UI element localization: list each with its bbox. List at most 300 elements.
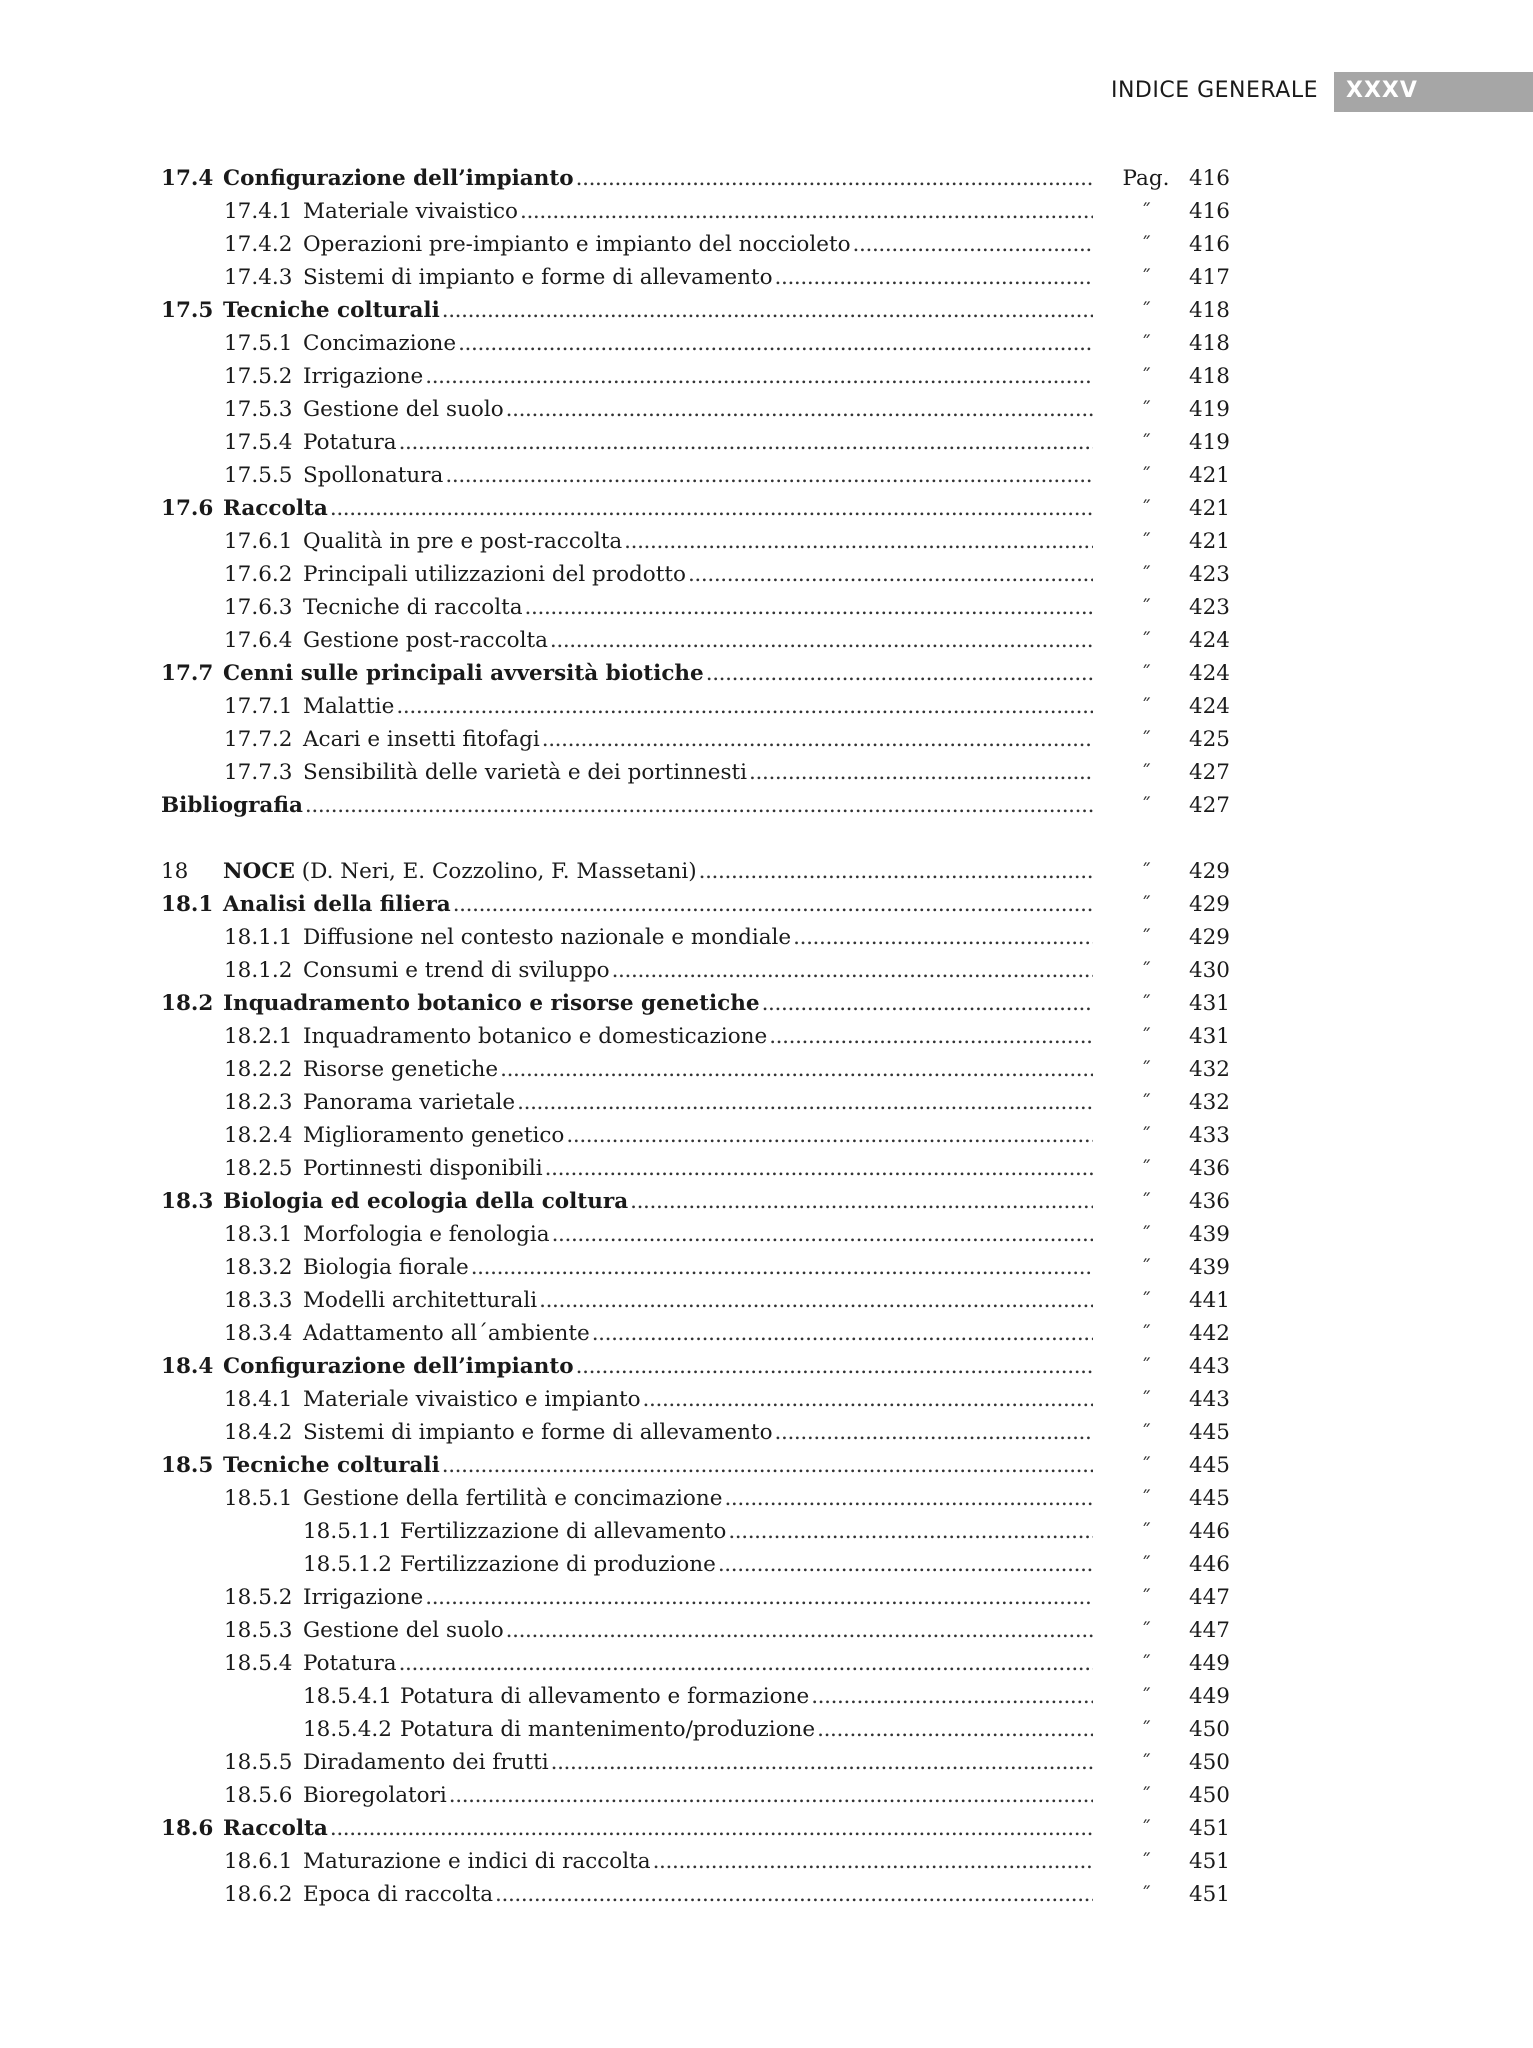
toc-page-number: 423 — [1188, 595, 1230, 620]
toc-entry-text — [224, 756, 1093, 789]
toc-entry[interactable] — [0, 1680, 1533, 1713]
toc-entry-title: Inquadramento botanico e domesticazione — [303, 1024, 768, 1049]
toc-entry-title: Analisi della filiera — [223, 892, 451, 917]
toc-page-number: 446 — [1188, 1552, 1230, 1577]
toc-page-number: 423 — [1188, 562, 1230, 587]
toc-entry-number: 17.6 — [161, 496, 214, 521]
toc-page-number: 418 — [1188, 364, 1230, 389]
toc-entry[interactable] — [0, 459, 1533, 492]
toc-entry-title: Materiale vivaistico e impianto — [303, 1387, 641, 1412]
dot-leader — [550, 624, 1093, 657]
toc-entry-text — [161, 294, 1093, 327]
toc-entry[interactable] — [0, 690, 1533, 723]
toc-entry-text — [224, 1647, 1093, 1680]
toc-page-number: 421 — [1188, 529, 1230, 554]
toc-entry-title: Sistemi di impianto e forme di allevamento — [303, 1420, 773, 1445]
toc-entry-number: 18.3.2 — [224, 1255, 293, 1280]
toc-page-number: 429 — [1188, 892, 1230, 917]
toc-entry-number: 17.6.2 — [224, 562, 293, 587]
toc-entry-text — [224, 525, 1093, 558]
toc-entry[interactable] — [0, 888, 1533, 921]
toc-entry-number: 18.2.5 — [224, 1156, 293, 1181]
ditto-mark: ˝ — [1141, 265, 1151, 289]
toc-entry-title: Potatura di allevamento e formazione — [400, 1684, 810, 1709]
toc-entry[interactable] — [0, 1218, 1533, 1251]
toc-page-number: 421 — [1188, 496, 1230, 521]
toc-page-number: 450 — [1188, 1717, 1230, 1742]
dot-leader — [724, 1482, 1093, 1515]
toc-entry-title: Gestione della fertilità e concimazione — [303, 1486, 723, 1511]
dot-leader — [330, 1812, 1093, 1845]
toc-entry-text — [224, 1086, 1093, 1119]
toc-entry-title: Bioregolatori — [303, 1783, 447, 1808]
toc-entry-number: 17.7 — [161, 661, 214, 686]
ditto-mark: ˝ — [1141, 1684, 1151, 1708]
dot-leader — [506, 1614, 1093, 1647]
dot-leader — [500, 1053, 1093, 1086]
toc-entry[interactable] — [0, 624, 1533, 657]
dot-leader — [775, 261, 1093, 294]
toc-entry-title: Inquadramento botanico e risorse genetiche — [223, 991, 760, 1016]
ditto-mark: ˝ — [1141, 793, 1151, 817]
toc-entry-title: Configurazione dell’impianto — [223, 1354, 574, 1379]
ditto-mark: ˝ — [1141, 1519, 1151, 1543]
toc-entry-text — [224, 1581, 1093, 1614]
toc-entry[interactable] — [0, 657, 1533, 690]
toc-entry-title: Configurazione dell’impianto — [223, 166, 574, 191]
toc-entry-number: 18.5.1.2 — [303, 1552, 392, 1577]
toc-page-number: 451 — [1188, 1816, 1230, 1841]
toc-entry-text — [161, 888, 1093, 921]
toc-entry-title: Potatura di mantenimento/produzione — [400, 1717, 816, 1742]
toc-page-number: 431 — [1188, 1024, 1230, 1049]
toc-entry-number: 17.5.2 — [224, 364, 293, 389]
toc-entry[interactable] — [0, 1746, 1533, 1779]
dot-leader — [449, 1779, 1093, 1812]
table-of-contents — [0, 162, 1533, 1911]
ditto-mark: ˝ — [1141, 1486, 1151, 1510]
dot-leader — [545, 1152, 1093, 1185]
dot-leader — [592, 1317, 1093, 1350]
toc-entry-text — [224, 954, 1093, 987]
toc-entry-text — [224, 459, 1093, 492]
toc-page-number: 427 — [1188, 760, 1230, 785]
toc-entry-title: Bibliografia — [161, 793, 303, 818]
dot-leader — [453, 888, 1093, 921]
ditto-mark: ˝ — [1141, 595, 1151, 619]
toc-entry[interactable] — [0, 723, 1533, 756]
ditto-mark: ˝ — [1141, 364, 1151, 388]
toc-entry-title: Materiale vivaistico — [303, 199, 518, 224]
dot-leader — [520, 195, 1093, 228]
toc-entry-title: Acari e insetti fitofagi — [303, 727, 540, 752]
toc-entry-title: Biologia fiorale — [303, 1255, 469, 1280]
toc-entry[interactable] — [0, 1185, 1533, 1218]
toc-entry-text — [161, 657, 1093, 690]
toc-entry-number: 17.6.1 — [224, 529, 293, 554]
toc-entry-title: Diradamento dei frutti — [303, 1750, 549, 1775]
ditto-mark: ˝ — [1141, 331, 1151, 355]
dot-leader — [471, 1251, 1093, 1284]
toc-page-number: 419 — [1188, 430, 1230, 455]
toc-entry-title — [223, 855, 699, 888]
toc-entry-text — [224, 1284, 1093, 1317]
toc-entry[interactable] — [0, 1284, 1533, 1317]
toc-page-number: 416 — [1188, 232, 1230, 257]
toc-entry-number: 17.6.4 — [224, 628, 293, 653]
ditto-mark: ˝ — [1141, 1420, 1151, 1444]
toc-entry-title: Fertilizzazione di allevamento — [400, 1519, 727, 1544]
dot-leader — [769, 1020, 1093, 1053]
toc-entry[interactable] — [0, 756, 1533, 789]
ditto-mark: ˝ — [1141, 496, 1151, 520]
dot-leader — [517, 1086, 1093, 1119]
toc-entry-text — [224, 1482, 1093, 1515]
toc-entry-number: 18.4.2 — [224, 1420, 293, 1445]
toc-entry[interactable] — [0, 1779, 1533, 1812]
toc-entry-title: Risorse genetiche — [303, 1057, 499, 1082]
toc-page-number: 446 — [1188, 1519, 1230, 1544]
toc-entry[interactable] — [0, 294, 1533, 327]
toc-entry[interactable] — [0, 393, 1533, 426]
toc-entry[interactable] — [0, 360, 1533, 393]
toc-entry-text — [224, 1416, 1093, 1449]
toc-entry-title: Morfologia e fenologia — [303, 1222, 550, 1247]
dot-leader — [399, 1647, 1093, 1680]
toc-entry-title: Panorama varietale — [303, 1090, 516, 1115]
ditto-mark: ˝ — [1141, 397, 1151, 421]
dot-leader — [495, 1878, 1093, 1911]
toc-entry[interactable] — [0, 1449, 1533, 1482]
toc-entry[interactable] — [0, 1845, 1533, 1878]
toc-entry-title: Potatura — [303, 430, 397, 455]
ditto-mark: ˝ — [1141, 1024, 1151, 1048]
ditto-mark: ˝ — [1141, 1783, 1151, 1807]
toc-entry-number: 17.5 — [161, 298, 214, 323]
toc-entry-number: 18.2 — [161, 991, 214, 1016]
toc-entry-title: Sistemi di impianto e forme di allevamento — [303, 265, 773, 290]
toc-entry[interactable] — [0, 1812, 1533, 1845]
toc-entry-text — [303, 1713, 1093, 1746]
toc-entry-title: Irrigazione — [303, 1585, 424, 1610]
toc-page-number: 450 — [1188, 1750, 1230, 1775]
dot-leader — [624, 525, 1093, 558]
toc-entry-title: Potatura — [303, 1651, 397, 1676]
toc-entry[interactable] — [0, 228, 1533, 261]
toc-page-number: 430 — [1188, 958, 1230, 983]
toc-entry[interactable] — [0, 1020, 1533, 1053]
ditto-mark: ˝ — [1141, 1618, 1151, 1642]
toc-entry-number: 18.3 — [161, 1189, 214, 1214]
toc-entry-text — [161, 492, 1093, 525]
toc-entry-title: Gestione del suolo — [303, 1618, 504, 1643]
dot-leader — [542, 723, 1093, 756]
toc-entry-text — [161, 1185, 1093, 1218]
toc-entry[interactable] — [0, 1086, 1533, 1119]
dot-leader — [653, 1845, 1093, 1878]
toc-entry-text — [224, 1317, 1093, 1350]
toc-entry-number: 18.1.2 — [224, 958, 293, 983]
dot-leader — [576, 162, 1093, 195]
toc-entry[interactable] — [0, 1482, 1533, 1515]
toc-spacer — [0, 822, 1533, 855]
toc-entry-text — [224, 1053, 1093, 1086]
toc-page-number: 424 — [1188, 694, 1230, 719]
toc-page-number: 418 — [1188, 298, 1230, 323]
toc-page-number: 431 — [1188, 991, 1230, 1016]
toc-page-number: 445 — [1188, 1453, 1230, 1478]
ditto-mark: ˝ — [1141, 1453, 1151, 1477]
page-number-tab — [1334, 72, 1533, 112]
toc-entry-number: 18.2.2 — [224, 1057, 293, 1082]
ditto-mark: ˝ — [1141, 958, 1151, 982]
toc-page-number: 432 — [1188, 1057, 1230, 1082]
toc-entry-number: 17.7.2 — [224, 727, 293, 752]
toc-entry-text — [224, 327, 1093, 360]
ditto-mark: ˝ — [1141, 1057, 1151, 1081]
toc-entry-number: 18.5.3 — [224, 1618, 293, 1643]
toc-page-number: 441 — [1188, 1288, 1230, 1313]
dot-leader — [706, 657, 1093, 690]
toc-entry-number: 18.6.1 — [224, 1849, 293, 1874]
ditto-mark: ˝ — [1141, 562, 1151, 586]
dot-leader — [576, 1350, 1093, 1383]
toc-entry-title: Portinnesti disponibili — [303, 1156, 543, 1181]
toc-entry-number: 18.6.2 — [224, 1882, 293, 1907]
toc-entry[interactable] — [0, 1350, 1533, 1383]
toc-entry[interactable] — [0, 1614, 1533, 1647]
toc-entry-number: 18 — [161, 859, 189, 884]
ditto-mark: ˝ — [1141, 529, 1151, 553]
dot-leader — [811, 1680, 1093, 1713]
toc-entry[interactable] — [0, 162, 1533, 195]
toc-entry-title: Fertilizzazione di produzione — [400, 1552, 716, 1577]
toc-entry-text — [224, 1218, 1093, 1251]
toc-entry-title: Concimazione — [303, 331, 457, 356]
toc-entry-title: Modelli architetturali — [303, 1288, 538, 1313]
ditto-mark: ˝ — [1141, 1816, 1151, 1840]
dot-leader — [445, 459, 1093, 492]
toc-entry-text — [224, 591, 1093, 624]
toc-entry-number: 17.4.1 — [224, 199, 293, 224]
toc-entry-number: 17.5.5 — [224, 463, 293, 488]
toc-entry-title: Spollonatura — [303, 463, 444, 488]
page-header — [0, 72, 1533, 112]
toc-entry-text — [224, 1119, 1093, 1152]
toc-page-number: 443 — [1188, 1387, 1230, 1412]
toc-entry[interactable] — [0, 1713, 1533, 1746]
toc-entry-text — [161, 855, 1093, 888]
ditto-mark: ˝ — [1141, 1552, 1151, 1576]
toc-entry[interactable] — [0, 1515, 1533, 1548]
dot-leader — [566, 1119, 1093, 1152]
toc-page-number: 427 — [1188, 793, 1230, 818]
toc-entry-text — [161, 162, 1093, 195]
toc-page-number: 447 — [1188, 1585, 1230, 1610]
dot-leader — [551, 1746, 1093, 1779]
toc-entry-title: Biologia ed ecologia della coltura — [223, 1189, 629, 1214]
toc-entry-text — [303, 1515, 1093, 1548]
dot-leader — [775, 1416, 1093, 1449]
toc-page-number: 433 — [1188, 1123, 1230, 1148]
ditto-mark: ˝ — [1141, 628, 1151, 652]
toc-entry-text — [224, 1251, 1093, 1284]
toc-entry-text — [224, 261, 1093, 294]
toc-page-number: 445 — [1188, 1420, 1230, 1445]
dot-leader — [506, 393, 1093, 426]
toc-entry-title: Operazioni pre-impianto e impianto del noccioleto — [303, 232, 851, 257]
dot-leader — [442, 1449, 1093, 1482]
dot-leader — [612, 954, 1093, 987]
toc-entry-text — [161, 789, 1093, 822]
ditto-mark: ˝ — [1141, 430, 1151, 454]
toc-entry-number: 18.5.5 — [224, 1750, 293, 1775]
dot-leader — [853, 228, 1093, 261]
dot-leader — [425, 1581, 1093, 1614]
toc-page-number: 416 — [1188, 199, 1230, 224]
toc-entry[interactable] — [0, 1119, 1533, 1152]
toc-entry-text — [224, 1878, 1093, 1911]
toc-page-number: 445 — [1188, 1486, 1230, 1511]
toc-entry-text — [224, 1779, 1093, 1812]
toc-entry-text — [224, 1020, 1093, 1053]
toc-page-number: 451 — [1188, 1849, 1230, 1874]
toc-entry-number: 18.5.4 — [224, 1651, 293, 1676]
toc-entry-text — [224, 1746, 1093, 1779]
toc-entry-title: Miglioramento genetico — [303, 1123, 565, 1148]
toc-entry-number: 17.5.1 — [224, 331, 293, 356]
toc-entry-title: Consumi e trend di sviluppo — [303, 958, 610, 983]
toc-page-number: 429 — [1188, 859, 1230, 884]
dot-leader — [399, 426, 1093, 459]
toc-page-number: 419 — [1188, 397, 1230, 422]
toc-entry[interactable] — [0, 987, 1533, 1020]
dot-leader — [728, 1515, 1093, 1548]
toc-entry-title: Diffusione nel contesto nazionale e mondiale — [303, 925, 792, 950]
dot-leader — [630, 1185, 1093, 1218]
ditto-mark: ˝ — [1141, 199, 1151, 223]
toc-entry[interactable] — [0, 1251, 1533, 1284]
toc-entry-title: Epoca di raccolta — [303, 1882, 494, 1907]
toc-entry[interactable] — [0, 921, 1533, 954]
toc-entry-text — [224, 393, 1093, 426]
toc-entry-title-bold: NOCE — [223, 859, 295, 884]
ditto-mark: ˝ — [1141, 859, 1151, 883]
toc-entry[interactable] — [0, 591, 1533, 624]
dot-leader — [718, 1548, 1093, 1581]
toc-entry[interactable] — [0, 1581, 1533, 1614]
toc-entry-title: Tecniche colturali — [223, 1453, 440, 1478]
toc-entry-number: 17.7.1 — [224, 694, 293, 719]
toc-entry[interactable] — [0, 426, 1533, 459]
toc-entry[interactable] — [0, 855, 1533, 888]
toc-entry-number: 17.5.3 — [224, 397, 293, 422]
toc-entry-number: 18.5.6 — [224, 1783, 293, 1808]
toc-entry[interactable] — [0, 789, 1533, 822]
toc-entry-number: 18.2.1 — [224, 1024, 293, 1049]
toc-entry-text — [224, 1845, 1093, 1878]
toc-entry-text — [224, 1614, 1093, 1647]
toc-entry-number: 18.5.4.1 — [303, 1684, 392, 1709]
toc-entry-text — [161, 987, 1093, 1020]
dot-leader — [396, 690, 1093, 723]
ditto-mark: ˝ — [1141, 727, 1151, 751]
ditto-mark: ˝ — [1141, 991, 1151, 1015]
toc-entry-title: Gestione del suolo — [303, 397, 504, 422]
toc-entry-number: 18.5.2 — [224, 1585, 293, 1610]
toc-entry-number: 17.4.2 — [224, 232, 293, 257]
toc-entry-text — [224, 723, 1093, 756]
toc-entry-number: 18.3.3 — [224, 1288, 293, 1313]
toc-entry-title: Adattamento all´ambiente — [303, 1321, 590, 1346]
dot-leader — [688, 558, 1093, 591]
toc-entry[interactable] — [0, 1548, 1533, 1581]
dot-leader — [552, 1218, 1093, 1251]
toc-page-number: 424 — [1188, 628, 1230, 653]
dot-leader — [539, 1284, 1093, 1317]
toc-entry-title: Sensibilità delle varietà e dei portinnesti — [303, 760, 748, 785]
toc-entry-text — [224, 624, 1093, 657]
toc-entry[interactable] — [0, 1647, 1533, 1680]
toc-page-number: 439 — [1188, 1222, 1230, 1247]
ditto-mark: ˝ — [1141, 1585, 1151, 1609]
toc-entry-text — [161, 1812, 1093, 1845]
toc-entry-number: 17.5.4 — [224, 430, 293, 455]
toc-entry[interactable] — [0, 954, 1533, 987]
toc-entry-number: 17.6.3 — [224, 595, 293, 620]
dot-leader — [458, 327, 1093, 360]
dot-leader — [793, 921, 1093, 954]
toc-page-number: 436 — [1188, 1189, 1230, 1214]
toc-entry-text — [161, 1350, 1093, 1383]
ditto-mark: ˝ — [1141, 1156, 1151, 1180]
dot-leader — [749, 756, 1093, 789]
toc-entry[interactable] — [0, 195, 1533, 228]
toc-entry[interactable] — [0, 1383, 1533, 1416]
ditto-mark: ˝ — [1141, 1849, 1151, 1873]
toc-entry-number: 18.6 — [161, 1816, 214, 1841]
toc-entry[interactable] — [0, 558, 1533, 591]
toc-entry[interactable] — [0, 1053, 1533, 1086]
toc-entry-title: Qualità in pre e post-raccolta — [303, 529, 623, 554]
toc-entry[interactable] — [0, 1416, 1533, 1449]
toc-entry-number: 18.5.1 — [224, 1486, 293, 1511]
toc-entry[interactable] — [0, 261, 1533, 294]
toc-entry[interactable] — [0, 1317, 1533, 1350]
toc-entry[interactable] — [0, 327, 1533, 360]
toc-entry-title: Gestione post-raccolta — [303, 628, 548, 653]
toc-entry-number: 18.5.1.1 — [303, 1519, 392, 1544]
toc-entry[interactable] — [0, 1878, 1533, 1911]
dot-leader — [330, 492, 1093, 525]
toc-entry-number: 17.7.3 — [224, 760, 293, 785]
toc-entry-text — [303, 1548, 1093, 1581]
ditto-mark: ˝ — [1141, 1255, 1151, 1279]
ditto-mark: ˝ — [1141, 1222, 1151, 1246]
toc-entry[interactable] — [0, 492, 1533, 525]
toc-entry-number: 18.5.4.2 — [303, 1717, 392, 1742]
toc-entry[interactable] — [0, 525, 1533, 558]
toc-entry[interactable] — [0, 1152, 1533, 1185]
ditto-mark: ˝ — [1141, 1288, 1151, 1312]
toc-entry-text — [161, 1449, 1093, 1482]
toc-entry-title: Malattie — [303, 694, 395, 719]
dot-leader — [699, 855, 1093, 888]
dot-leader — [305, 789, 1093, 822]
toc-entry-text — [224, 228, 1093, 261]
toc-entry-number: 18.3.1 — [224, 1222, 293, 1247]
toc-page-number: 439 — [1188, 1255, 1230, 1280]
